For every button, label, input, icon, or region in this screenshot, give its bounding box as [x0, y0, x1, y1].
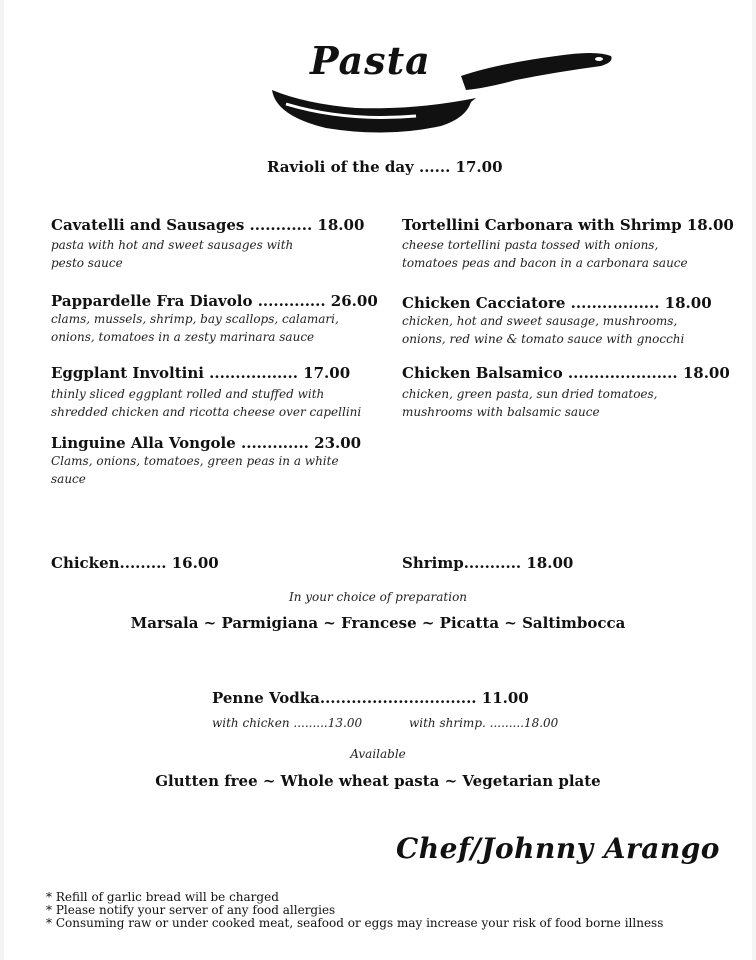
available-options: Glutten free ~ Whole wheat pasta ~ Vegetarian plate: [155, 772, 601, 790]
item-description: [402, 312, 712, 348]
item-description: [402, 385, 730, 421]
item-name: Linguine Alla Vongole ............. 23.00: [51, 434, 362, 452]
shrimp-price: Shrimp........... 18.00: [402, 554, 574, 572]
preparations-row: [4, 614, 752, 632]
description-line: thinly sliced eggplant rolled and stuffed with: [51, 387, 325, 401]
item-name: Cavatelli and Sausages ............ 18.00: [51, 216, 365, 234]
menu-page: [4, 0, 752, 960]
description-line: mushrooms with balsamic sauce: [402, 405, 600, 419]
item-name: Eggplant Involtini ................. 17.00: [51, 364, 351, 382]
available-row: [4, 745, 752, 763]
description-line: Clams, onions, tomatoes, green peas in a white: [51, 454, 339, 468]
footnote: * Refill of garlic bread will be charged: [46, 890, 279, 904]
chef-signature: Chef/Johnny Arango: [396, 832, 720, 865]
menu-item-cacciatore: [402, 294, 712, 348]
penne-with-shrimp: with shrimp. .........18.00: [409, 716, 559, 730]
description-line: sauce: [51, 472, 86, 486]
description-line: pesto sauce: [51, 256, 123, 270]
item-description: [402, 236, 734, 272]
available-label: Available: [350, 747, 406, 761]
item-description: [51, 385, 361, 421]
item-description: [51, 236, 364, 272]
description-line: cheese tortellini pasta tossed with onions,: [402, 238, 659, 252]
description-line: clams, mussels, shrimp, bay scallops, calamari,: [51, 312, 339, 326]
menu-item-pappardelle: [51, 292, 378, 346]
choice-note-row: [4, 588, 752, 606]
menu-title: Pasta: [310, 38, 431, 83]
item-name: Chicken Cacciatore ................. 18.00: [402, 294, 712, 312]
penne-vodka: Penne Vodka.............................. 11.00: [212, 689, 529, 707]
item-name: Pappardelle Fra Diavolo ............. 26.00: [51, 292, 378, 310]
description-line: onions, tomatoes in a zesty marinara sauce: [51, 330, 315, 344]
item-description: [51, 452, 361, 488]
description-line: chicken, green pasta, sun dried tomatoes,: [402, 387, 658, 401]
menu-item-linguine: [51, 434, 361, 488]
available-options-row: [4, 772, 752, 790]
item-description: [51, 310, 378, 346]
footnote: * Consuming raw or under cooked meat, seafood or eggs may increase your risk of food borne illness: [46, 916, 664, 930]
penne-with-chicken: with chicken .........13.00: [212, 716, 363, 730]
description-line: onions, red wine & tomato sauce with gnocchi: [402, 332, 685, 346]
chicken-price: Chicken......... 16.00: [51, 554, 219, 572]
description-line: pasta with hot and sweet sausages with: [51, 238, 294, 252]
footnotes: [46, 891, 663, 930]
footnote: * Please notify your server of any food allergies: [46, 903, 336, 917]
menu-item-tortellini: [402, 216, 734, 272]
description-line: tomatoes peas and bacon in a carbonara sauce: [402, 256, 688, 270]
description-line: shredded chicken and ricotta cheese over capellini: [51, 405, 362, 419]
menu-item-eggplant: [51, 364, 361, 421]
ravioli-of-the-day: Ravioli of the day ...... 17.00: [267, 158, 503, 176]
preparations: Marsala ~ Parmigiana ~ Francese ~ Picatta ~ Saltimbocca: [130, 614, 626, 632]
menu-item-cavatelli: [51, 216, 364, 272]
item-name: Tortellini Carbonara with Shrimp 18.00: [402, 216, 734, 234]
item-name: Chicken Balsamico ..................... 18.00: [402, 364, 730, 382]
description-line: chicken, hot and sweet sausage, mushrooms,: [402, 314, 678, 328]
choice-note: In your choice of preparation: [288, 590, 468, 604]
menu-item-balsamico: [402, 364, 730, 421]
